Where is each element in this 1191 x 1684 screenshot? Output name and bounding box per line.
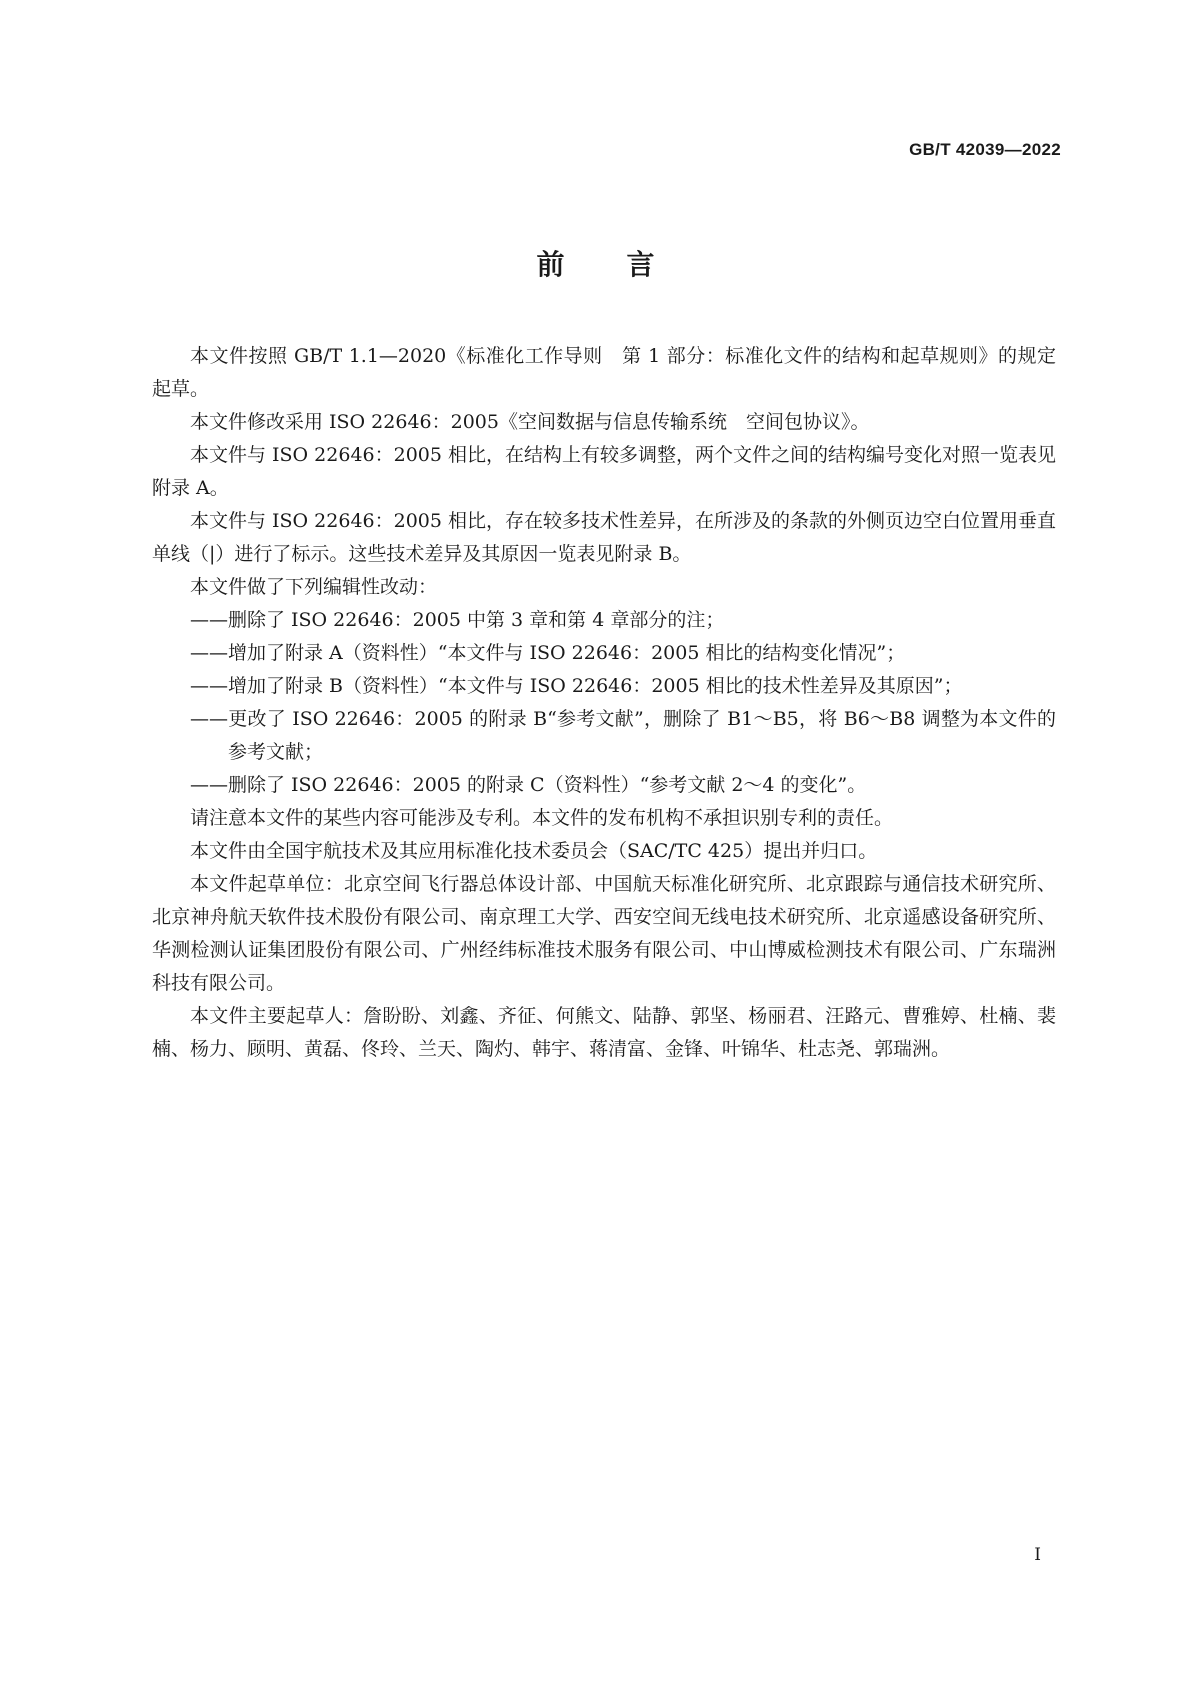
list-item: ——删除了 ISO 22646：2005 的附录 C（资料性）“参考文献 2～4 的变化”。: [190, 774, 867, 796]
page-number: I: [1034, 1545, 1041, 1565]
paragraph-drafters: 本文件主要起草人：詹盼盼、刘鑫、齐征、何熊文、陆静、郭坚、杨丽君、汪路元、曹雅婷、杜楠、裴楠、杨力、顾明、黄磊、佟玲、兰天、陶灼、韩宇、蒋清富、金锋、叶锦华、杜志尧、郭瑞洲。: [152, 1005, 1056, 1060]
paragraph-structure-changes: 本文件与 ISO 22646：2005 相比，在结构上有较多调整，两个文件之间的结构编号变化对照一览表见附录 A。: [152, 444, 1057, 499]
page-title: 前言: [536, 248, 717, 281]
paragraph-patent-notice: 请注意本文件的某些内容可能涉及专利。本文件的发布机构不承担识别专利的责任。: [190, 807, 894, 829]
editorial-changes-list: [152, 604, 1056, 802]
paragraph-adoption: 本文件修改采用 ISO 22646：2005《空间数据与信息传输系统 空间包协议》。: [190, 411, 870, 433]
paragraph-committee: 本文件由全国宇航技术及其应用标准化技术委员会（SAC/TC 425）提出并归口。: [190, 840, 878, 862]
list-item: ——删除了 ISO 22646：2005 中第 3 章和第 4 章部分的注；: [190, 609, 725, 631]
standard-number: GB/T 42039—2022: [909, 140, 1061, 159]
list-item: ——增加了附录 A（资料性）“本文件与 ISO 22646：2005 相比的结构变化情况”；: [190, 642, 906, 664]
paragraph-drafting-units: 本文件起草单位：北京空间飞行器总体设计部、中国航天标准化研究所、北京跟踪与通信技术研究所、北京神舟航天软件技术股份有限公司、南京理工大学、西安空间无线电技术研究所、北京遥感设备研究所、华测检测认证集团股份有限公司、广州经纬标准技术服务有限公司、中山博威检测技术有限公司、广东瑞洲科技有限公司。: [152, 873, 1056, 994]
paragraph-drafting-rules: 本文件按照 GB/T 1.1—2020《标准化工作导则 第 1 部分：标准化文件的结构和起草规则》的规定起草。: [152, 345, 1056, 400]
list-item: ——增加了附录 B（资料性）“本文件与 ISO 22646：2005 相比的技术性差异及其原因”；: [190, 675, 963, 697]
foreword-body: [152, 340, 1056, 1066]
list-item: ——更改了 ISO 22646：2005 的附录 B“参考文献”，删除了 B1～B5，将 B6～B8 调整为本文件的参考文献；: [190, 708, 1056, 763]
paragraph-technical-deviations: 本文件与 ISO 22646：2005 相比，存在较多技术性差异，在所涉及的条款的外侧页边空白位置用垂直单线（|）进行了标示。这些技术差异及其原因一览表见附录 B。: [152, 510, 1057, 565]
paragraph-editorial-intro: 本文件做了下列编辑性改动：: [190, 576, 438, 598]
